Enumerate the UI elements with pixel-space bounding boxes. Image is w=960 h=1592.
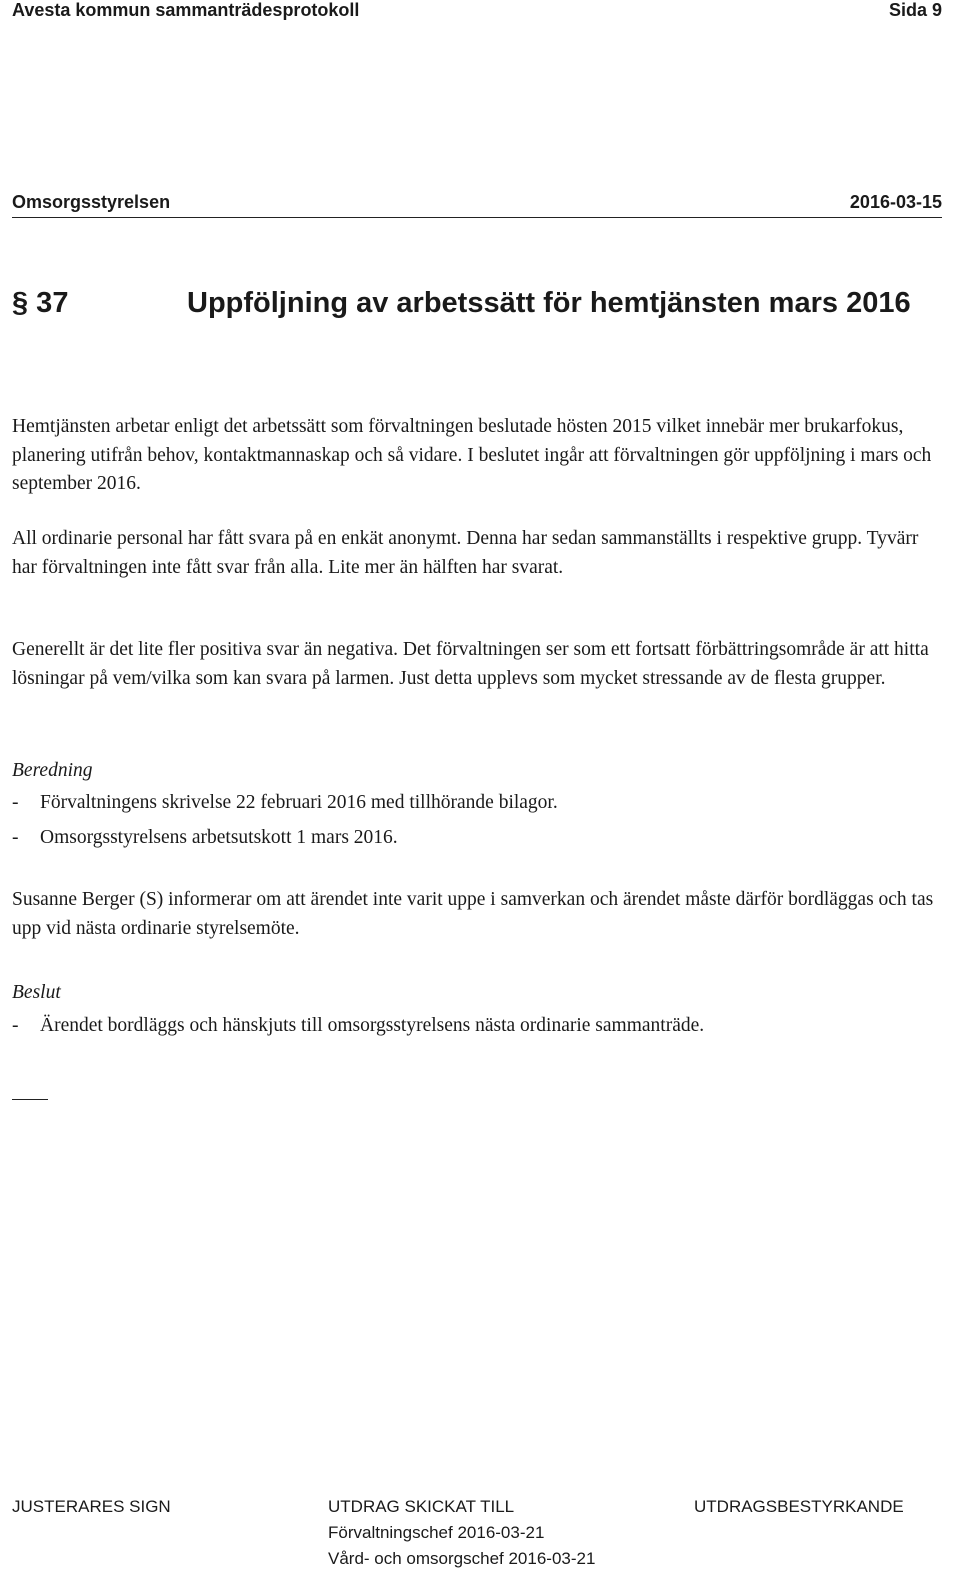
page-number: Sida 9 bbox=[888, 0, 942, 20]
list-dash: - bbox=[12, 792, 19, 813]
footer-recipient: Vård- och omsorgschef 2016-03-21 bbox=[328, 1549, 596, 1568]
footer-recipient: Förvaltningschef 2016-03-21 bbox=[328, 1523, 545, 1542]
document-title: Avesta kommun sammanträdesprotokoll bbox=[12, 0, 360, 20]
footer-utdrag-label: UTDRAG SKICKAT TILL bbox=[328, 1497, 515, 1516]
body-paragraph-2: All ordinarie personal har fått svara på en enkät anonymt. Denna har sedan sammanställts i respektive grupp. Tyvärr har förvaltningen inte fått svar från alla. Lite mer än hälften har svarat. bbox=[12, 528, 919, 578]
body-paragraph-4: Susanne Berger (S) informerar om att ärendet inte varit uppe i samverkan och ärendet måste därför bordläggas och tas upp vid nästa ordinarie styrelsemöte. bbox=[12, 889, 934, 939]
list-dash: - bbox=[12, 827, 19, 848]
end-of-section-rule bbox=[12, 1099, 48, 1100]
beredning-item-text: Omsorgsstyrelsens arbetsutskott 1 mars 2016. bbox=[40, 827, 398, 848]
committee-name: Omsorgsstyrelsen bbox=[12, 192, 171, 212]
body-paragraph-3: Generellt är det lite fler positiva svar än negativa. Det förvaltningen ser som ett fortsatt förbättringsområde är att hitta lösningar på vem/vilka som kan svara på larmen. Just detta upplevs som mycket stressande av de flesta grupper. bbox=[12, 639, 929, 689]
body-paragraph-1: Hemtjänsten arbetar enligt det arbetssätt som förvaltningen beslutade hösten 2015 vilket innebär mer brukarfokus, planering utifrån behov, kontaktmannaskap och så vidare. I beslutet ingår att förvaltningen gör uppföljning i mars och september 2016. bbox=[12, 416, 932, 494]
paragraph-number: § 37 bbox=[12, 287, 69, 319]
beredning-label: Beredning bbox=[12, 760, 93, 781]
page-footer bbox=[12, 1494, 942, 1584]
footer-utdragsbestyrkande: UTDRAGSBESTYRKANDE bbox=[694, 1497, 904, 1516]
beslut-item-text: Ärendet bordläggs och hänskjuts till omsorgsstyrelsens nästa ordinarie sammanträde. bbox=[40, 1015, 705, 1036]
meeting-date: 2016-03-15 bbox=[849, 192, 942, 212]
paragraph-title: Uppföljning av arbetssätt för hemtjänsten mars 2016 bbox=[187, 287, 911, 319]
list-dash: - bbox=[12, 1015, 19, 1036]
footer-utdrag-column bbox=[328, 1494, 595, 1572]
header-divider bbox=[12, 217, 942, 218]
beredning-item-text: Förvaltningens skrivelse 22 februari 2016 med tillhörande bilagor. bbox=[40, 792, 558, 813]
page-header bbox=[12, 0, 942, 26]
beslut-label: Beslut bbox=[12, 982, 61, 1003]
footer-justerares-sign: JUSTERARES SIGN bbox=[12, 1497, 171, 1516]
